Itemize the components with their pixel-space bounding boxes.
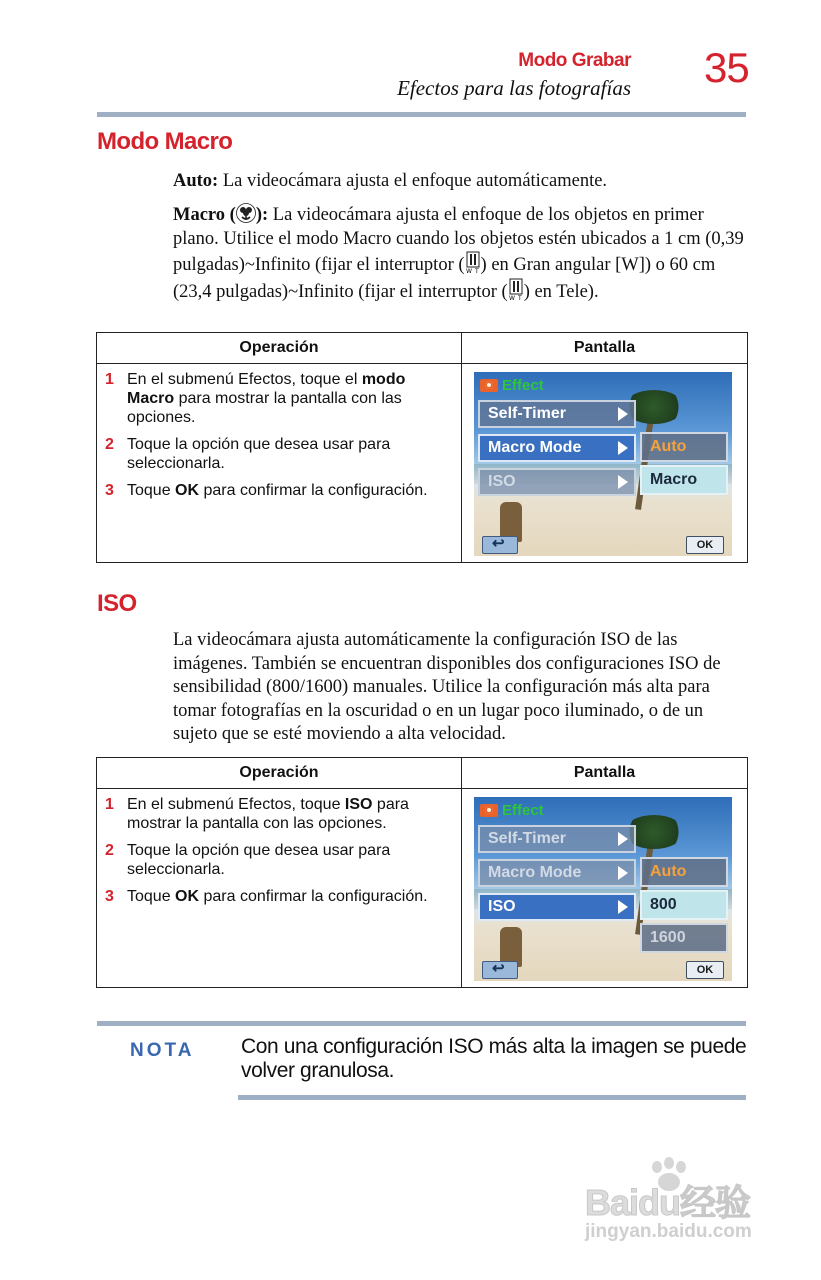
step-text: En el submenú Efectos, toque el <box>127 371 362 388</box>
arrow-right-icon <box>618 407 628 421</box>
macro-operation-table <box>96 332 748 563</box>
step-bold: OK <box>175 888 200 905</box>
menu-label: Self-Timer <box>488 405 566 422</box>
zoom-switch-tele-icon <box>508 278 524 300</box>
watermark-brand: Baidu经验 <box>585 1182 751 1223</box>
step-text: Toque la opción que desea usar para seleccionarla. <box>127 842 391 878</box>
step-text: Toque <box>127 888 176 905</box>
step-text: para mostrar la pantalla con las opciones. <box>127 390 402 426</box>
menu-self-timer[interactable] <box>478 825 636 853</box>
step-number: 1 <box>105 796 114 813</box>
svg-text:T: T <box>474 268 479 273</box>
step-text: En el submenú Efectos, toque <box>127 796 345 813</box>
header-rule <box>97 112 746 117</box>
note-top-rule <box>97 1021 746 1026</box>
arrow-right-icon <box>618 475 628 489</box>
watermark-url: jingyan.baidu.com <box>585 1221 752 1242</box>
iso-steps-list <box>97 789 461 906</box>
macro-screen-cell <box>462 364 748 563</box>
option-auto[interactable]: Auto <box>640 857 728 887</box>
menu-macro-mode[interactable] <box>478 859 636 887</box>
camera-icon <box>480 379 498 392</box>
menu-self-timer[interactable] <box>478 400 636 428</box>
running-header-subsection: Efectos para las fotografías <box>397 76 631 100</box>
option-800[interactable]: 800 <box>640 890 728 920</box>
back-button[interactable] <box>482 536 518 554</box>
iso-steps-cell <box>97 789 462 988</box>
table-header-operation: Operación <box>97 758 462 789</box>
ok-button[interactable]: OK <box>686 536 724 554</box>
step-number: 3 <box>105 482 114 499</box>
arrow-right-icon <box>618 900 628 914</box>
menu-iso[interactable] <box>478 893 636 921</box>
svg-text:W: W <box>465 268 472 273</box>
effect-tab[interactable] <box>480 376 544 394</box>
step-number: 2 <box>105 436 114 453</box>
camera-screen-macro <box>474 372 732 556</box>
macro-steps-list <box>97 364 461 500</box>
menu-label: ISO <box>488 473 516 490</box>
step-text: para confirmar la configuración. <box>199 482 428 499</box>
effect-tab[interactable] <box>480 801 544 819</box>
macro-term-close: ): <box>255 205 269 225</box>
baidu-watermark <box>585 1163 785 1253</box>
step-item <box>105 435 453 473</box>
ok-button[interactable]: OK <box>686 961 724 979</box>
effect-tab-label: Effect <box>502 801 544 819</box>
iso-screen-cell <box>462 789 748 988</box>
menu-label: ISO <box>488 898 516 915</box>
step-item <box>105 370 453 427</box>
step-text: para confirmar la configuración. <box>199 888 428 905</box>
option-macro[interactable]: Macro <box>640 465 728 495</box>
macro-steps-cell <box>97 364 462 563</box>
arrow-right-icon <box>618 832 628 846</box>
step-text: para mostrar la pantalla con las opciones. <box>127 796 409 832</box>
option-auto[interactable]: Auto <box>640 432 728 462</box>
camera-screen-iso <box>474 797 732 981</box>
menu-label: Self-Timer <box>488 830 566 847</box>
section-title-iso: ISO <box>97 590 137 617</box>
macro-paragraph <box>173 203 748 304</box>
step-text: Toque la opción que desea usar para seleccionarla. <box>127 436 391 472</box>
note-text: Con una configuración ISO más alta la imagen se puede volver granulosa. <box>241 1035 747 1082</box>
menu-iso[interactable] <box>478 468 636 496</box>
macro-term-open: Macro ( <box>173 205 236 225</box>
menu-macro-mode[interactable] <box>478 434 636 462</box>
step-number: 3 <box>105 888 114 905</box>
menu-label: Macro Mode <box>488 439 582 456</box>
step-item <box>105 887 453 906</box>
step-item <box>105 481 453 500</box>
macro-auto-paragraph <box>173 170 748 194</box>
iso-paragraph: La videocámara ajusta automáticamente la configuración ISO de las imágenes. También se encuentran disponibles dos configuraciones ISO de sensibilidad (800/1600) manuales. Utilice la configuración más alta para tomar fotografías en la oscuridad o en un lugar poco iluminado, o de un sujeto que se esté moviendo a alta velocidad. <box>173 630 721 744</box>
arrow-right-icon <box>618 866 628 880</box>
step-text: Toque <box>127 482 176 499</box>
svg-text:T: T <box>517 294 522 300</box>
svg-text:W: W <box>508 294 515 300</box>
effect-tab-label: Effect <box>502 376 544 394</box>
menu-label: Macro Mode <box>488 864 582 881</box>
note-label: NOTA <box>130 1040 195 1061</box>
iso-operation-table <box>96 757 748 988</box>
macro-description-3: ) en Tele). <box>523 281 599 302</box>
macro-flower-icon <box>236 203 256 223</box>
step-bold: modo Macro <box>127 371 406 407</box>
step-number: 2 <box>105 842 114 859</box>
step-bold: OK <box>175 482 200 499</box>
step-item <box>105 841 453 879</box>
section-title-macro: Modo Macro <box>97 128 233 155</box>
table-header-screen: Pantalla <box>462 333 748 364</box>
zoom-switch-wide-icon <box>465 251 481 273</box>
step-bold: ISO <box>344 796 373 813</box>
arrow-right-icon <box>618 441 628 455</box>
table-header-screen: Pantalla <box>462 758 748 789</box>
note-bottom-rule <box>238 1095 746 1100</box>
auto-term: Auto: <box>173 171 219 191</box>
step-item <box>105 795 453 833</box>
camera-icon <box>480 804 498 817</box>
auto-description: La videocámara ajusta el enfoque automáticamente. <box>218 171 608 191</box>
macro-description-1: La videocámara ajusta el enfoque de los objetos en primer plano. Utilice el modo Macro cuando los objetos estén ubicados a 1 cm (0,39 pulgadas)~Infinito (fijar el interruptor ( <box>173 205 744 275</box>
table-header-operation: Operación <box>97 333 462 364</box>
option-1600[interactable]: 1600 <box>640 923 728 953</box>
step-number: 1 <box>105 371 114 388</box>
running-header-section: Modo Grabar <box>518 50 631 71</box>
back-button[interactable] <box>482 961 518 979</box>
page-number: 35 <box>704 44 749 91</box>
macro-description-2: ) en Gran angular [W]) o 60 cm (23,4 pulgadas)~Infinito (fijar el interruptor ( <box>173 255 716 302</box>
